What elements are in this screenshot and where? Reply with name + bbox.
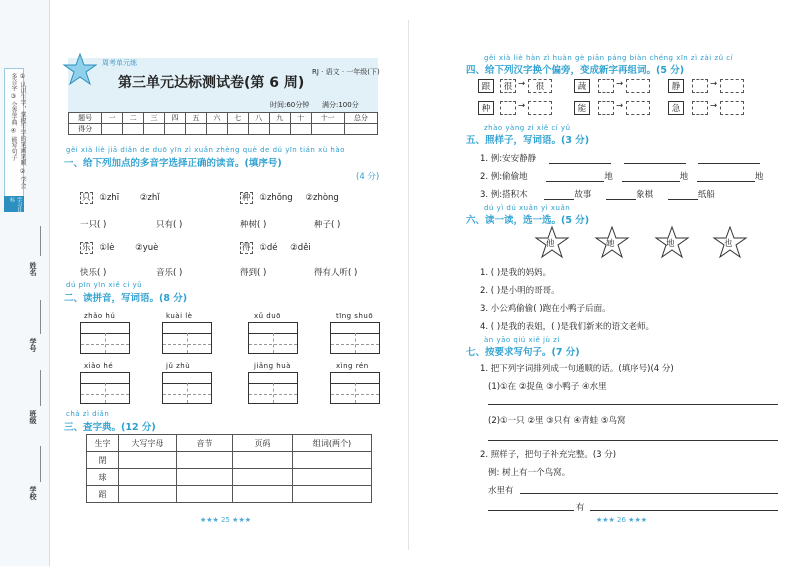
arrow-icon: →	[616, 101, 624, 111]
suffix-text: 象棋	[636, 190, 654, 200]
suffix-text: 地	[754, 172, 764, 182]
new-char-box[interactable]	[500, 101, 516, 115]
arrow-icon: →	[710, 101, 718, 111]
table-input[interactable]	[233, 469, 293, 486]
star-word: 也	[724, 239, 733, 249]
s1-item	[240, 241, 311, 253]
new-char-box[interactable]	[692, 79, 708, 93]
score-input[interactable]	[269, 124, 290, 135]
binding-strip	[0, 0, 50, 566]
s5-title: 五、照样子，写词语。(3 分)	[466, 135, 590, 146]
score-input[interactable]	[102, 124, 123, 135]
table-input[interactable]	[233, 452, 293, 469]
example-label: 2. 例:偷偷地	[480, 172, 528, 182]
answer-blank[interactable]	[668, 191, 698, 200]
fill-sentence[interactable]: 3. 小公鸡偷偷( )跑在小鸭子后面。	[480, 304, 611, 314]
s5-line-2	[480, 170, 763, 182]
pinyin-prompt: jǔ zhù	[166, 362, 191, 370]
field-school-line[interactable]	[40, 446, 41, 482]
example-label: 3. 例:搭积木	[480, 190, 528, 200]
word-star	[712, 226, 748, 260]
s2-pinyin: dú pīn yīn xiě cí yǔ	[66, 281, 143, 289]
polyphone-char: 种	[242, 193, 251, 203]
arrow-icon: →	[518, 79, 526, 89]
table-header: 生字	[87, 435, 119, 452]
word-box[interactable]	[720, 101, 744, 115]
writing-grid[interactable]	[162, 322, 212, 354]
learning-goals	[4, 68, 24, 198]
base-char: 跟	[478, 79, 494, 93]
score-input[interactable]	[144, 124, 165, 135]
example-sentence	[488, 466, 570, 478]
writing-grid[interactable]	[330, 322, 380, 354]
s1-item	[240, 191, 339, 203]
score-input[interactable]	[344, 124, 377, 135]
s3-pinyin: chá zì diǎn	[66, 410, 110, 418]
score-input[interactable]	[311, 124, 344, 135]
star-badge-icon	[62, 52, 98, 88]
suffix-text: 地	[679, 172, 689, 182]
base-char: 能	[574, 101, 590, 115]
question-text: 2. 照样子，把句子补充完整。(3 分)	[480, 450, 617, 460]
new-char-box[interactable]	[598, 101, 614, 115]
s5-line-1	[480, 152, 760, 164]
total-score-label: 满分:100分	[322, 101, 359, 109]
score-cell: 得分	[69, 124, 102, 135]
word-box[interactable]	[626, 101, 650, 115]
writing-grid[interactable]	[248, 372, 298, 404]
score-cell: 九	[269, 113, 290, 124]
score-cell: 四	[164, 113, 185, 124]
base-char: 急	[668, 101, 684, 115]
table-input[interactable]	[293, 452, 372, 469]
answer-blank[interactable]	[544, 191, 574, 200]
new-char-box[interactable]: 很	[500, 79, 516, 93]
answer-blank[interactable]	[622, 173, 680, 182]
base-char: 蔬	[574, 79, 590, 93]
field-number-label: 学号	[29, 338, 37, 352]
base-char: 种	[478, 101, 494, 115]
pinyin-prompt: xìng rén	[336, 362, 369, 370]
answer-blank[interactable]: 一只( )	[80, 220, 107, 230]
pinyin-prompt: kuài lè	[166, 312, 193, 320]
answer-blank[interactable]	[546, 173, 604, 182]
table-row	[87, 469, 372, 486]
answer-line[interactable]	[488, 510, 574, 511]
score-header-row	[69, 113, 378, 124]
s3-title: 三、查字典。(12 分)	[64, 422, 156, 433]
example-text: 例: 树上有一个鸟窝。	[488, 468, 571, 478]
new-char-box[interactable]	[598, 79, 614, 93]
answer-line[interactable]	[590, 510, 778, 511]
arrow-icon: →	[710, 79, 718, 89]
s7-title: 七、按要求写句子。(7 分)	[466, 347, 580, 358]
suffix-text: 纸船	[697, 190, 715, 200]
score-input[interactable]	[290, 124, 311, 135]
subject-label: RJ · 语文 · 一年级(下)	[312, 68, 380, 76]
pinyin-prompt: zhǎo hú	[84, 312, 116, 320]
answer-blank[interactable]: 音乐( )	[156, 268, 183, 278]
field-name-label: 姓名	[29, 262, 37, 276]
option-a: ①lè	[99, 243, 115, 253]
score-input[interactable]	[248, 124, 269, 135]
table-input[interactable]	[293, 469, 372, 486]
writing-grid[interactable]	[330, 372, 380, 404]
table-header: 组词(两个)	[293, 435, 372, 452]
score-cell: 三	[144, 113, 165, 124]
answer-blank[interactable]	[624, 155, 686, 164]
answer-blank[interactable]: 得有人听( )	[314, 268, 358, 278]
arrow-icon: →	[518, 101, 526, 111]
pinyin-prompt: xǔ duō	[254, 312, 281, 320]
suffix-text: 地	[604, 172, 613, 182]
score-cell: 十一	[311, 113, 344, 124]
table-row	[87, 452, 372, 469]
answer-blank[interactable]	[549, 155, 611, 164]
polyphone-char: 乐	[82, 243, 91, 253]
answer-blank[interactable]	[697, 173, 755, 182]
question-options: (1)①在 ②捉鱼 ③小鸭子 ④水里	[488, 382, 607, 392]
table-input[interactable]	[177, 469, 233, 486]
dictionary-header-row	[87, 435, 372, 452]
word-box[interactable]	[626, 79, 650, 93]
table-header: 音节	[177, 435, 233, 452]
table-cell: 球	[87, 469, 119, 486]
field-name-line[interactable]	[40, 226, 41, 256]
writing-grid[interactable]	[80, 372, 130, 404]
option-b: ②děi	[290, 243, 311, 253]
score-input[interactable]	[185, 124, 206, 135]
answer-blank[interactable]: 得到( )	[240, 268, 267, 278]
table-cell: 閉	[87, 452, 119, 469]
pinyin-prompt: tīng shuō	[336, 312, 374, 320]
answer-blank[interactable]	[606, 191, 636, 200]
score-cell: 题号	[69, 113, 102, 124]
option-b: ②yuè	[135, 243, 159, 253]
word-star	[594, 226, 630, 260]
s1-points: (4 分)	[356, 172, 380, 182]
s5-line-3	[480, 188, 715, 200]
score-value-row	[69, 124, 378, 135]
table-input[interactable]	[119, 452, 177, 469]
answer-line[interactable]	[520, 493, 778, 494]
s4-title: 四、给下列汉字换个偏旁，变成新字再组词。(5 分)	[466, 65, 685, 76]
option-a: ①zhǒng	[259, 193, 293, 203]
star-word: 地	[666, 239, 675, 249]
s2-title: 二、读拼音，写词语。(8 分)	[64, 293, 188, 304]
s5-pinyin: zhào yàng zi xiě cí yǔ	[484, 124, 571, 132]
answer-blank[interactable]: 种子( )	[314, 220, 341, 230]
badge-label: 周考单元练	[102, 59, 137, 67]
sentence-prompt: 水里有	[488, 486, 514, 496]
score-cell: 总分	[344, 113, 377, 124]
table-input[interactable]	[177, 452, 233, 469]
new-char-box[interactable]	[692, 101, 708, 115]
example-label: 1. 例:安安静静	[480, 154, 537, 164]
answer-blank[interactable]: 只有( )	[156, 220, 183, 230]
table-row	[87, 486, 372, 503]
score-cell: 二	[123, 113, 144, 124]
score-input[interactable]	[227, 124, 248, 135]
page-number-left: ★★★ 25 ★★★	[200, 516, 252, 524]
writing-grid[interactable]	[248, 322, 298, 354]
time-label: 时间:60分钟	[270, 101, 310, 109]
learning-goals-text: ① 认识生字，掌握生字的笔画笔顺 ② 学会多音字 ③ 会查字典 ④ 能写句子	[10, 73, 26, 189]
answer-line[interactable]	[488, 404, 778, 405]
suffix-text: 故事	[574, 190, 592, 200]
arrow-icon: →	[616, 79, 624, 89]
option-b: ②zhǐ	[139, 193, 160, 203]
score-table	[68, 112, 378, 135]
word-box[interactable]	[720, 79, 744, 93]
answer-blank[interactable]: 快乐( )	[80, 268, 107, 278]
score-input[interactable]	[206, 124, 227, 135]
polyphone-char: 只	[82, 193, 91, 203]
option-a: ①zhī	[99, 193, 120, 203]
s1-item	[80, 191, 160, 203]
score-cell: 六	[206, 113, 227, 124]
pinyin-prompt: jiǎng huà	[254, 362, 291, 370]
page-divider	[408, 20, 409, 550]
question-text: 1. 把下列字词排列成一句通顺的话。(填序号)(4 分)	[480, 364, 674, 374]
star-word: 她	[606, 239, 615, 249]
field-school-label: 学校	[29, 486, 37, 500]
fill-sentence[interactable]: 4. ( )是我的表姐，( )是我们新来的语文老师。	[480, 322, 654, 332]
fill-sentence[interactable]: 2. ( )是小明的哥哥。	[480, 286, 560, 296]
s4-pinyin: gěi xià liè hàn zì huàn gè piān páng biàn chéng xīn zì zài zǔ cí	[484, 54, 734, 62]
table-header: 大写字母	[119, 435, 177, 452]
field-class-label: 班级	[29, 410, 37, 424]
table-input[interactable]	[177, 486, 233, 503]
writing-grid[interactable]	[162, 372, 212, 404]
base-char: 静	[668, 79, 684, 93]
score-cell: 十	[290, 113, 311, 124]
table-input[interactable]	[233, 486, 293, 503]
page-number-right: ★★★ 26 ★★★	[596, 516, 648, 524]
polyphone-char: 得	[242, 243, 251, 253]
dictionary-table	[86, 434, 372, 503]
word-star	[654, 226, 690, 260]
sentence-prompt: 有	[576, 503, 585, 513]
s1-title: 一、给下列加点的多音字选择正确的读音。(填序号)	[64, 158, 282, 169]
field-class-line[interactable]	[40, 370, 41, 406]
field-number-line[interactable]	[40, 300, 41, 334]
s6-title: 六、读一读，选一选。(5 分)	[466, 215, 590, 226]
table-cell: 蹈	[87, 486, 119, 503]
question-options: (2)①一只 ②里 ③只有 ④青蛙 ⑤鸟窝	[488, 416, 626, 426]
table-input[interactable]	[119, 469, 177, 486]
answer-line[interactable]	[488, 440, 778, 441]
table-header: 页码	[233, 435, 293, 452]
writing-grid[interactable]	[80, 322, 130, 354]
word-box[interactable]	[528, 101, 552, 115]
pinyin-prompt: xiǎo hé	[84, 362, 114, 370]
star-word: 他	[546, 239, 555, 249]
option-a: ①dé	[259, 243, 278, 253]
s1-pinyin: gěi xià liè jiā diǎn de duō yīn zì xuǎn zhèng què de dú yīn tián xù hào	[66, 146, 345, 154]
word-box[interactable]: 很	[528, 79, 552, 93]
s7-pinyin: àn yāo qiú xiě jù zi	[484, 336, 560, 344]
s6-pinyin: dú yì dú xuǎn yì xuǎn	[484, 204, 571, 212]
table-input[interactable]	[293, 486, 372, 503]
score-input[interactable]	[123, 124, 144, 135]
option-b: ②zhòng	[305, 193, 339, 203]
score-input[interactable]	[164, 124, 185, 135]
answer-blank[interactable]: 种树( )	[240, 220, 267, 230]
score-cell: 五	[185, 113, 206, 124]
page-title: 第三单元达标测试卷(第 6 周)	[118, 75, 305, 91]
table-input[interactable]	[119, 486, 177, 503]
score-cell: 七	[227, 113, 248, 124]
s1-item	[80, 241, 158, 253]
score-cell: 一	[102, 113, 123, 124]
score-cell: 八	[248, 113, 269, 124]
learning-goals-tag: 学习目标	[4, 196, 24, 212]
answer-blank[interactable]	[698, 155, 760, 164]
fill-sentence[interactable]: 1. ( )是我的妈妈。	[480, 268, 552, 278]
word-star	[534, 226, 570, 260]
